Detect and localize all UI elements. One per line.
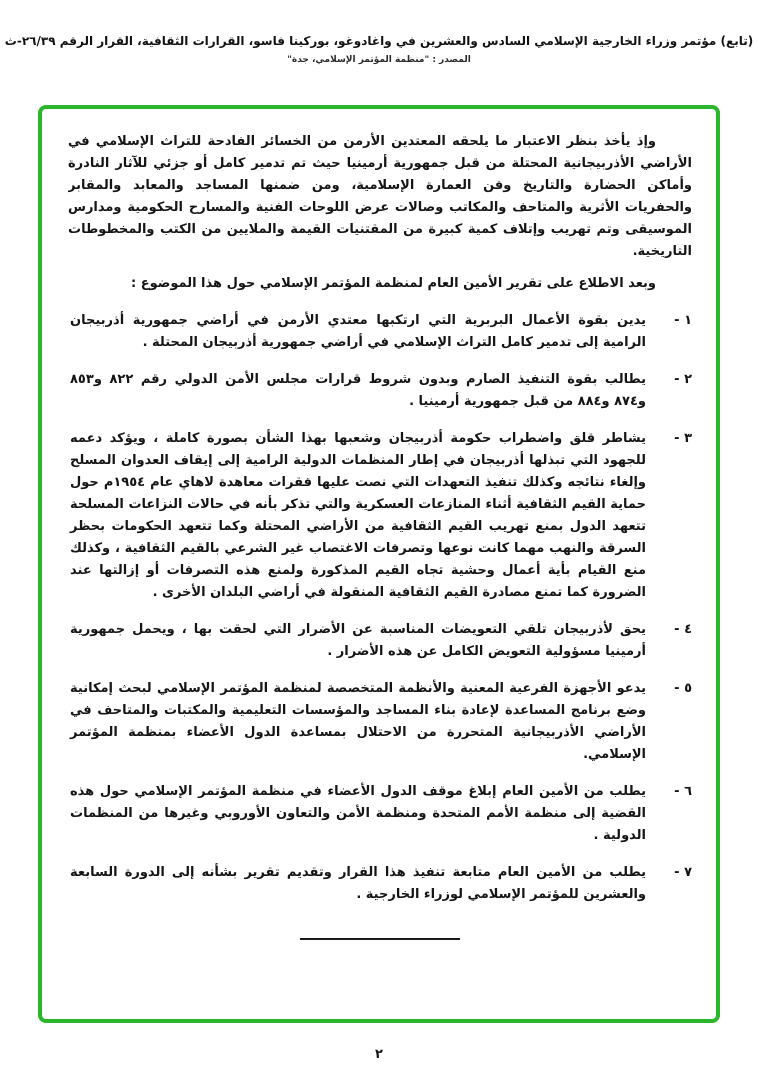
item-text: يحق لأذربيجان تلقي التعويضات المناسبة عن الأضرار التي لحقت بها ، ويحمل جمهورية أرمينيا مسؤولية التعويض الكامل عن هذه الأضرار . (70, 622, 646, 659)
list-item (68, 428, 692, 604)
green-border-frame (38, 105, 720, 1023)
item-number: ٥ - (674, 681, 692, 696)
header-source: المصدر : "منظمة المؤتمر الإسلامي، جدة" (287, 55, 471, 65)
item-text: يدين بقوة الأعمال البربرية التي ارتكبها معتدي الأرمن في أراضي جمهورية أذربيجان الرامية إلى تدمير كامل التراث الإسلامي في أراضي جمهورية أذربيجان المحتلة . (70, 313, 646, 350)
item-number: ٦ - (674, 784, 692, 799)
item-number: ٢ - (674, 372, 692, 387)
item-text: يطلب من الأمين العام متابعة تنفيذ هذا القرار وتقديم تقرير بشأنه إلى الدورة السابعة والعشرين للمؤتمر الإسلامي لوزراء الخارجية . (70, 865, 646, 902)
document-header (0, 0, 758, 65)
header-title: (تابع) مؤتمر وزراء الخارجية الإسلامي السادس والعشرين في واغادوغو، بوركينا فاسو، القرارات الثقافية، القرار الرقم ٢٦/٣٩-ث (4, 34, 754, 48)
item-text: يطالب بقوة التنفيذ الصارم وبدون شروط قرارات مجلس الأمن الدولي رقم ٨٢٢ و٨٥٣ و٨٧٤ و٨٨٤ من قبل جمهورية أرمينيا . (70, 372, 646, 409)
item-number: ٤ - (674, 622, 692, 637)
list-item (68, 310, 692, 354)
preamble-paragraph: وإذ يأخذ بنظر الاعتبار ما يلحقه المعتدين الأرمن من الخسائر الفادحة للتراث الإسلامي في الأراضي الأذربيجانية المحتلة من قبل جمهورية أرمينيا حيث تم تدمير كامل أو جزئي للآثار النادرة وأماكن الحضارة والتاريخ وفن العمارة الإسلامية، ومن ضمنها المساجد والمعابد والمقابر والحفريات الأثرية والمتاحف والمكاتب وصالات عرض اللوحات الفنية والمسارح الحكومية ومدارس الموسيقى وتم تهريب وإتلاف كمية كبيرة من المقتنيات القيمة والملايين من الكتب والمخطوطات التاريخية. (68, 134, 692, 259)
item-text: يشاطر قلق واضطراب حكومة أذربيجان وشعبها بهذا الشأن بصورة كاملة ، ويؤكد دعمه للجهود التي تبذلها أذربيجان في إطار المنظمات الدولية الرامية إلى إيقاف العدوان المسلح وإلغاء نتائجه وكذلك تنفيذ التعهدات التي نصت عليها فقرات معاهدة لاهاي عام ١٩٥٤م حول حماية القيم الثقافية أثناء المنازعات العسكرية والتي تذكر بأنه في حالات النزاعات المسلحة تتعهد الدول بمنع تهريب القيم الثقافية من الأراضي المحتلة وكما تتعهد الحكومات بحظر السرقة والنهب مهما كانت نوعها وتصرفات الاغتصاب غير الشرعي بالقيم الثقافية ، وكذلك منع القيام بأية أعمال وحشية تجاه القيم المذكورة ولمنع هذه التصرفات أو إزالتها عند الضرورة كما تمنع مصادرة القيم الثقافية المنقولة في أراضي البلدان الأخرى . (70, 431, 646, 600)
item-text: يطلب من الأمين العام إبلاغ موقف الدول الأعضاء في منظمة المؤتمر الإسلامي حول هذه القضية إلى منظمة الأمم المتحدة ومنظمة الأمن والتعاون الأوروبي وغيرها من المنظمات الدولية . (70, 784, 646, 843)
item-number: ٧ - (674, 865, 692, 880)
list-item (68, 862, 692, 906)
end-divider-line (300, 938, 460, 940)
page-number: ٢ (375, 1047, 383, 1062)
item-number: ٣ - (674, 431, 692, 446)
list-item (68, 369, 692, 413)
resolution-items (68, 310, 692, 906)
list-item (68, 619, 692, 663)
list-item (68, 781, 692, 847)
item-number: ١ - (674, 313, 692, 328)
document-body (68, 131, 692, 1003)
intro-paragraph: وبعد الاطلاع على تقرير الأمين العام لمنظمة المؤتمر الإسلامي حول هذا الموضوع : (131, 276, 656, 291)
list-item (68, 678, 692, 766)
item-text: يدعو الأجهزة الفرعية المعنية والأنظمة المتخصصة لمنظمة المؤتمر الإسلامي لبحث إمكانية وضع برنامج المساعدة لإعادة بناء المساجد والمؤسسات التعليمية والمكتبات والمتاحف في الأراضي الأذربيجانية المتحررة من الاحتلال بمساعدة الدول الأعضاء بمنظمة المؤتمر الإسلامي. (70, 681, 646, 762)
